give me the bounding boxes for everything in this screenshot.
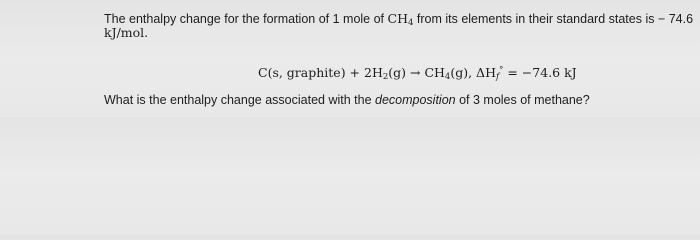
methane-formula: $CH_4$	[387, 11, 414, 28]
thermochemical-equation: C(s, graphite) + $2H_2(g) \to CH_4(g)$, $\Delta H_f^\circ = -74.6$ kJ	[258, 65, 577, 82]
intro-text: The enthalpy change for the formation of 1 mole of	[104, 12, 388, 26]
decomposition-emphasis: decomposition	[375, 93, 456, 107]
question-text: What is the enthalpy change associated with the decomposition of 3 moles of methane?	[104, 93, 590, 107]
units-text: kJ/mol.	[104, 25, 149, 40]
intro-text-continued: from its elements in their standard states is − 74.6	[413, 12, 694, 26]
problem-intro-line	[104, 11, 693, 26]
